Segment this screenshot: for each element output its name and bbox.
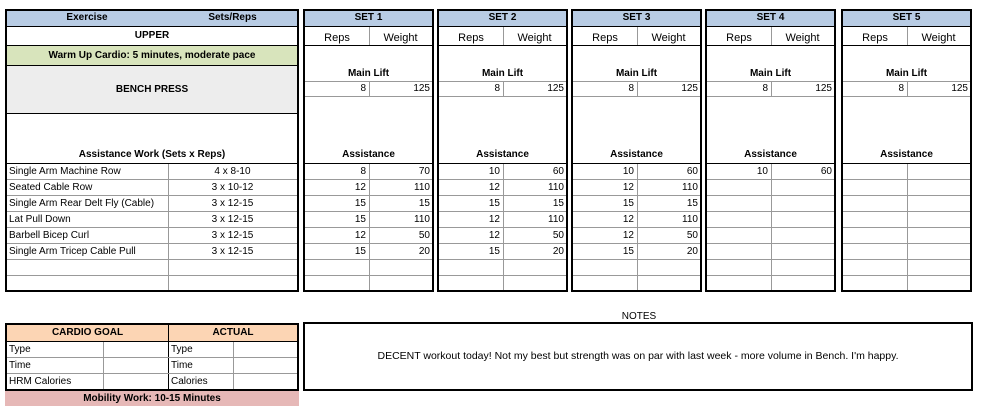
assist-reps[interactable]: 12 xyxy=(488,182,500,193)
assist-reps[interactable]: 10 xyxy=(756,166,768,177)
assist-reps[interactable]: 10 xyxy=(622,166,634,177)
assist-weight[interactable]: 15 xyxy=(418,198,430,209)
main-lift-label: Main Lift xyxy=(347,68,390,79)
assist-reps[interactable]: 8 xyxy=(360,166,366,177)
assist-weight[interactable]: 50 xyxy=(418,230,430,241)
notes-label: NOTES xyxy=(621,311,657,322)
reps-header: Reps xyxy=(458,32,484,44)
assistance-label: Assistance xyxy=(342,149,395,160)
assist-weight[interactable]: 110 xyxy=(414,182,430,193)
notes-text: DECENT workout today! Not my best but strength was on par with last week - more volume in Bench. I'm happy. xyxy=(377,350,899,362)
assist-weight[interactable]: 110 xyxy=(682,214,698,225)
assist-reps[interactable]: 15 xyxy=(622,246,634,257)
exercise-scheme: 3 x 12-15 xyxy=(211,246,254,257)
assist-reps[interactable]: 15 xyxy=(488,198,500,209)
cardio-actual-calories: Calories xyxy=(171,376,208,387)
set-title: SET 1 xyxy=(354,12,383,23)
main-lift-label: Main Lift xyxy=(481,68,524,79)
main-weight[interactable]: 125 xyxy=(815,83,832,94)
assist-weight[interactable]: 110 xyxy=(682,182,698,193)
assist-reps[interactable]: 15 xyxy=(488,246,500,257)
main-reps[interactable]: 8 xyxy=(494,83,500,94)
main-weight[interactable]: 125 xyxy=(951,83,968,94)
set-title: SET 2 xyxy=(488,12,517,23)
cardio-goal-calories: HRM Calories xyxy=(9,376,72,387)
main-lift-name: BENCH PRESS xyxy=(115,84,189,95)
assist-weight[interactable]: 50 xyxy=(686,230,698,241)
main-weight[interactable]: 125 xyxy=(681,83,698,94)
exercise-scheme: 3 x 10-12 xyxy=(211,182,254,193)
weight-header: Weight xyxy=(785,32,820,44)
exercise-scheme: 3 x 12-15 xyxy=(211,214,254,225)
assist-weight[interactable]: 110 xyxy=(548,182,564,193)
exercise-name: Barbell Bicep Curl xyxy=(9,230,90,241)
exercise-name: Seated Cable Row xyxy=(9,182,93,193)
assist-weight[interactable]: 70 xyxy=(418,166,430,177)
assist-reps[interactable]: 12 xyxy=(622,182,634,193)
exercise-scheme: 3 x 12-15 xyxy=(211,230,254,241)
assist-weight[interactable]: 60 xyxy=(552,166,564,177)
assist-weight[interactable]: 60 xyxy=(820,166,832,177)
weight-header: Weight xyxy=(921,32,956,44)
reps-header: Reps xyxy=(592,32,618,44)
assist-weight[interactable]: 20 xyxy=(418,246,430,257)
cardio-goal-time: Time xyxy=(9,360,31,371)
assist-reps[interactable]: 15 xyxy=(354,246,366,257)
main-reps[interactable]: 8 xyxy=(628,83,634,94)
weight-header: Weight xyxy=(383,32,418,44)
exercise-scheme: 3 x 12-15 xyxy=(211,198,254,209)
assist-reps[interactable]: 12 xyxy=(354,182,366,193)
assist-weight[interactable]: 110 xyxy=(548,214,564,225)
assist-weight[interactable]: 15 xyxy=(552,198,564,209)
mobility-label: Mobility Work: 10-15 Minutes xyxy=(83,393,221,404)
cardio-actual-type: Type xyxy=(171,344,193,355)
assistance-label: Assistance xyxy=(880,149,933,160)
assistance-label: Assistance xyxy=(610,149,663,160)
exercise-scheme: 4 x 8-10 xyxy=(214,166,251,177)
reps-header: Reps xyxy=(324,32,350,44)
exercise-header: Exercise xyxy=(66,12,108,23)
main-reps[interactable]: 8 xyxy=(898,83,904,94)
assist-reps[interactable]: 15 xyxy=(354,198,366,209)
assist-reps[interactable]: 12 xyxy=(622,230,634,241)
assist-reps[interactable]: 15 xyxy=(354,214,366,225)
upper-label: UPPER xyxy=(134,30,170,41)
assist-weight[interactable]: 60 xyxy=(686,166,698,177)
exercise-name: Single Arm Tricep Cable Pull xyxy=(9,246,136,257)
set-title: SET 5 xyxy=(892,12,921,23)
assist-weight[interactable]: 50 xyxy=(552,230,564,241)
assist-weight[interactable]: 15 xyxy=(686,198,698,209)
assist-weight[interactable]: 20 xyxy=(552,246,564,257)
assist-reps[interactable]: 12 xyxy=(488,214,500,225)
weight-header: Weight xyxy=(517,32,552,44)
reps-header: Reps xyxy=(726,32,752,44)
cardio-goal-header: CARDIO GOAL xyxy=(51,327,124,338)
cardio-actual-header: ACTUAL xyxy=(212,327,254,338)
assist-reps[interactable]: 12 xyxy=(354,230,366,241)
set-title: SET 3 xyxy=(622,12,651,23)
exercise-name: Single Arm Rear Delt Fly (Cable) xyxy=(9,198,155,209)
main-reps[interactable]: 8 xyxy=(762,83,768,94)
main-weight[interactable]: 125 xyxy=(413,83,430,94)
main-reps[interactable]: 8 xyxy=(360,83,366,94)
assistance-label: Assistance xyxy=(744,149,797,160)
cardio-goal-type: Type xyxy=(9,344,31,355)
main-lift-label: Main Lift xyxy=(885,68,928,79)
assist-weight[interactable]: 20 xyxy=(686,246,698,257)
setsreps-header: Sets/Reps xyxy=(208,12,257,23)
exercise-name: Single Arm Machine Row xyxy=(9,166,121,177)
weight-header: Weight xyxy=(651,32,686,44)
assist-weight[interactable]: 110 xyxy=(414,214,430,225)
reps-header: Reps xyxy=(862,32,888,44)
set-title: SET 4 xyxy=(756,12,785,23)
main-lift-label: Main Lift xyxy=(749,68,792,79)
assistance-title: Assistance Work (Sets x Reps) xyxy=(78,149,226,160)
assist-reps[interactable]: 10 xyxy=(488,166,500,177)
assist-reps[interactable]: 12 xyxy=(622,214,634,225)
exercise-name: Lat Pull Down xyxy=(9,214,71,225)
assist-reps[interactable]: 12 xyxy=(488,230,500,241)
main-weight[interactable]: 125 xyxy=(547,83,564,94)
cardio-actual-time: Time xyxy=(171,360,193,371)
warmup-label: Warm Up Cardio: 5 minutes, moderate pace xyxy=(48,50,256,61)
assistance-label: Assistance xyxy=(476,149,529,160)
assist-reps[interactable]: 15 xyxy=(622,198,634,209)
main-lift-label: Main Lift xyxy=(615,68,658,79)
